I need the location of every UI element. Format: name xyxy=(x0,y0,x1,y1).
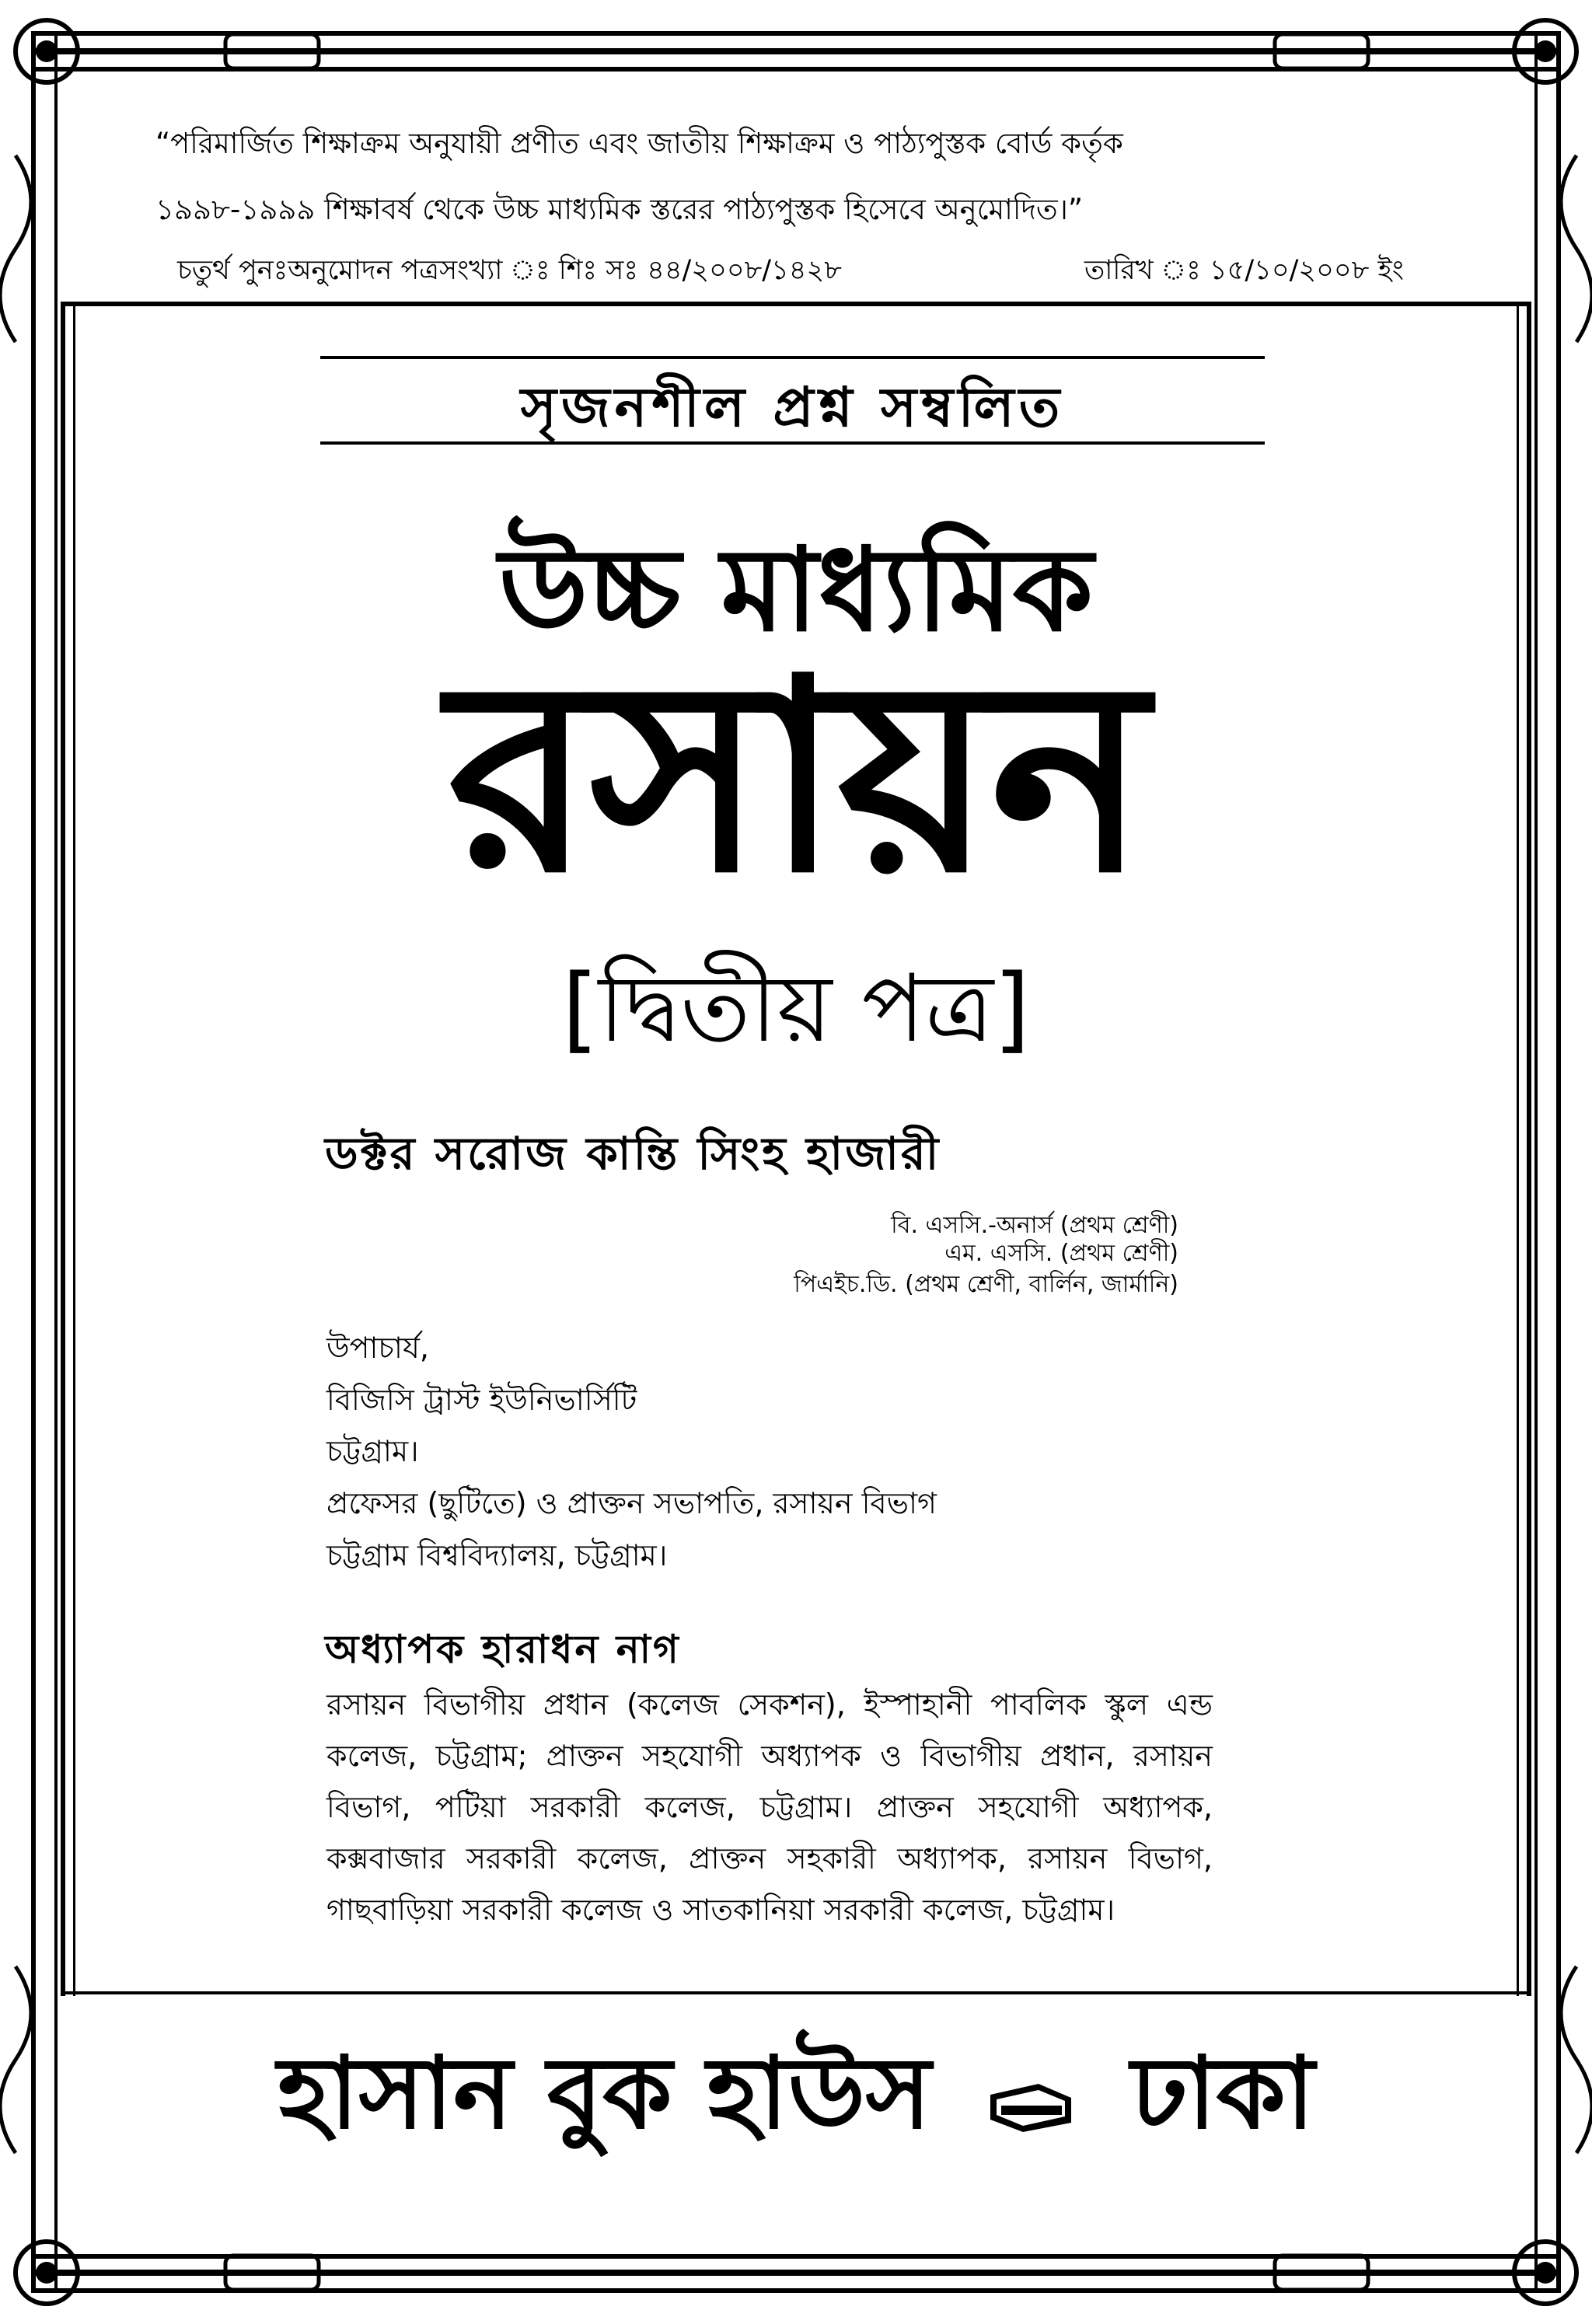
approval-line-2: ১৯৯৮-১৯৯৯ শিক্ষাবর্ষ থেকে উচ্চ মাধ্যমিক স্তরের পাঠ্যপুস্তক হিসেবে অনুমোদিত।” xyxy=(155,193,1084,226)
tagline-bottom-rule xyxy=(320,441,1265,445)
paper-title: [দ্বিতীয় পত্র] xyxy=(561,955,1031,1063)
publisher-city: ঢাকা xyxy=(1130,2036,1315,2151)
author-1-degree: বি. এসসি.-অনার্স (প্রথম শ্রেণী) xyxy=(891,1212,1178,1239)
approval-line-1: “পরিমার্জিত শিক্ষাক্রম অনুযায়ী প্রণীত এবং জাতীয় শিক্ষাক্রম ও পাঠ্যপুস্তক বোর্ড কর্তৃক xyxy=(155,127,1123,160)
author-1-affiliation: বিজিসি ট্রাস্ট ইউনিভার্সিটি xyxy=(326,1383,637,1417)
reapproval-date: তারিখ ঃ ১৫/১০/২০০৮ ইং xyxy=(1084,255,1404,286)
author-1-affiliation: চট্টগ্রাম বিশ্ববিদ্যালয়, চট্টগ্রাম। xyxy=(326,1538,668,1572)
reapproval-number: চতুর্থ পুনঃঅনুমোদন পত্রসংখ্যা ঃ শিঃ সঃ ৪৪/২০০৮/১৪২৮ xyxy=(177,255,842,286)
author-1-affiliation: চট্টগ্রাম। xyxy=(326,1434,419,1468)
author-1-degree: পিএইচ.ডি. (প্রথম শ্রেণী, বার্লিন, জার্মানি) xyxy=(794,1271,1178,1298)
tagline-top-rule xyxy=(320,356,1265,359)
tagline: সৃজনশীল প্রশ্ন সম্বলিত xyxy=(520,375,1065,439)
author-1-affiliation: প্রফেসর (ছুটিতে) ও প্রাক্তন সভাপতি, রসায়ন বিভাগ xyxy=(326,1486,937,1520)
level-title: উচ্চ মাধ্যমিক xyxy=(498,523,1094,657)
author-1-degree: এম. এসসি. (প্রথম শ্রেণী) xyxy=(944,1240,1178,1267)
publisher-top-rule xyxy=(61,1991,1531,1994)
author-1-affiliation: উপাচার্য, xyxy=(326,1331,429,1365)
publisher-name: হাসান বুক হাউস xyxy=(277,2036,931,2151)
book-icon xyxy=(984,2042,1077,2158)
publisher xyxy=(0,2017,1592,2183)
author-2-name: অধ্যাপক হারাধন নাগ xyxy=(325,1627,681,1672)
author-1-name: ডক্টর সরোজ কান্তি সিংহ হাজারী xyxy=(325,1127,941,1180)
author-2-bio: রসায়ন বিভাগীয় প্রধান (কলেজ সেকশন), ইস্পাহানী পাবলিক স্কুল এন্ড কলেজ, চট্টগ্রাম; প্রাক্তন সহযোগী অধ্যাপক ও বিভাগীয় প্রধান, রসায়ন বিভাগ, পটিয়া সরকারী কলেজ, চট্টগ্রাম। প্রাক্তন সহযোগী অধ্যাপক, কক্সবাজার সরকারী কলেজ, প্রাক্তন সহকারী অধ্যাপক, রসায়ন বিভাগ, গাছবাড়িয়া সরকারী কলেজ ও সাতকানিয়া সরকারী কলেজ, চট্টগ্রাম। xyxy=(326,1687,1213,1927)
subject-title: রসায়ন xyxy=(447,623,1145,931)
